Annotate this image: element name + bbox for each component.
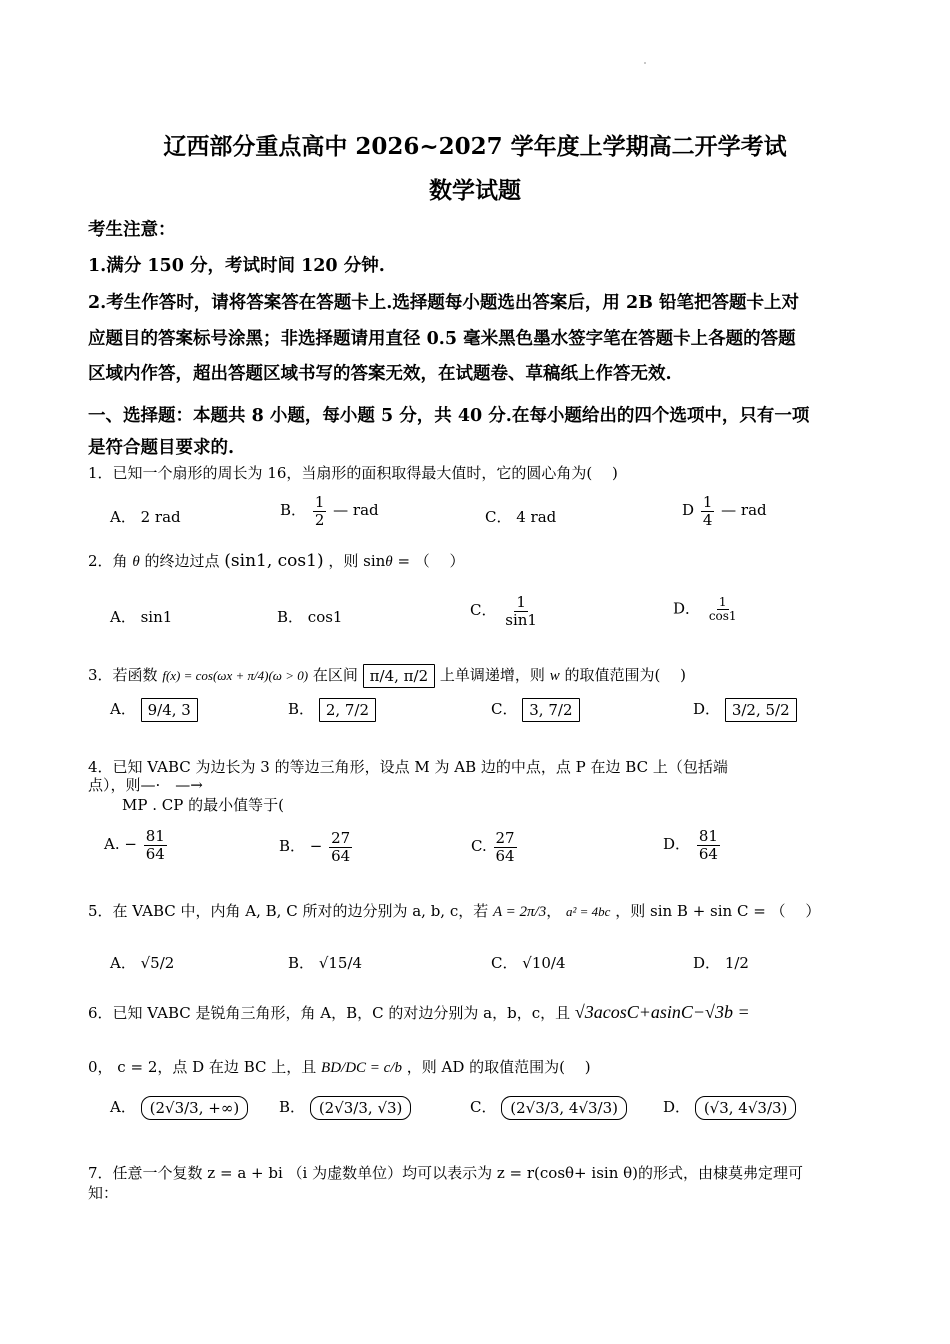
option-label: A． (110, 1098, 136, 1116)
option-label: C． (491, 700, 518, 718)
question-6-line-2 (88, 1056, 591, 1077)
theta-symbol: θ (385, 554, 393, 570)
question-4-option-d (663, 828, 722, 862)
option-value: √10/4 (522, 954, 566, 972)
question-2-option-b: B． cos1 (277, 608, 343, 626)
option-label: A. (104, 835, 120, 853)
question-2-option-a: A． sin1 (110, 608, 173, 626)
notice-item-2-line-3: 区域内作答，超出答题区域书写的答案无效，在试题卷、草稿纸上作答无效. (88, 364, 672, 384)
question-3-option-d (693, 698, 797, 722)
stem-text: 的取值范围为( ) (564, 666, 686, 684)
function-expression: f(x) = cos(ωx + π/4)(ω > 0) (162, 668, 309, 683)
stem-text: 的终边过点 (144, 552, 220, 570)
question-5-option-d (693, 952, 749, 973)
stem-text: ，则 sin (328, 552, 386, 570)
stem-text: 3．若函数 (88, 666, 158, 684)
option-value: √5/2 (140, 954, 175, 972)
interval-bracket: 2, 7/2 (319, 698, 376, 722)
option-label: D． (693, 954, 721, 972)
question-7-line-2: 知： (88, 1184, 119, 1202)
denominator: 64 (331, 846, 351, 865)
question-3-option-a (110, 698, 198, 722)
notice-heading: 考生注意： (88, 220, 176, 240)
denominator: 64 (145, 844, 165, 863)
numerator: 1 (516, 593, 526, 611)
fraction (697, 828, 720, 862)
question-3-stem (88, 664, 686, 688)
numerator: 1 (702, 493, 713, 511)
numerator: 27 (495, 829, 515, 847)
scan-speck (644, 62, 646, 64)
option-label: D (682, 501, 695, 519)
fraction (144, 828, 167, 862)
notice-item-2-line-1: 2.考生作答时，请将答案答在答题卡上.选择题每小题选出答案后，用 2B 铅笔把答题卡上对 (88, 293, 800, 313)
option-label: C． (470, 601, 497, 619)
question-4-line-1: 4．已知 VABC 为边长为 3 的等边三角形，设点 M 为 AB 边的中点，点 P 在边 BC 上（包括端 (88, 758, 728, 776)
section-heading-line-2: 是符合题目要求的. (88, 438, 235, 458)
stem-text: 6．已知 VABC 是锐角三角形，角 A，B，C 的对边分别为 a，b，c，且 (88, 1004, 571, 1022)
option-label: B． (279, 1098, 306, 1116)
unit: — rad (721, 501, 767, 519)
numerator: 27 (331, 829, 351, 847)
point-expression: (sin1, cos1) (224, 551, 324, 571)
denominator: 4 (702, 510, 713, 529)
condition-equation: √3acosC+asinC−√3b = (574, 1002, 750, 1022)
fraction (707, 596, 739, 623)
option-label: B． (280, 501, 307, 519)
stem-text: ，则 AD 的取值范围为( ) (406, 1058, 591, 1076)
option-value: √15/4 (318, 954, 363, 972)
question-5-option-a (110, 952, 174, 973)
option-label: D． (693, 700, 721, 718)
numerator: 81 (145, 827, 165, 845)
interval-bracket: 3/2, 5/2 (725, 698, 797, 722)
fraction (494, 830, 517, 864)
stem-text: = （ ） (397, 552, 465, 570)
option-label: C． (491, 954, 518, 972)
question-2-option-c (470, 594, 541, 628)
interval-paren: (2√3/3, 4√3/3) (501, 1096, 627, 1120)
stem-text: 在区间 (312, 666, 358, 684)
question-4-option-c (471, 830, 519, 864)
numerator: 1 (314, 493, 325, 511)
exam-subtitle: 数学试题 (429, 177, 521, 204)
option-label: A． (110, 954, 136, 972)
question-4-line-2: 点），则—· —→ (88, 776, 203, 794)
question-1-option-a: A． 2 rad (110, 508, 181, 526)
numerator: 81 (698, 827, 718, 845)
question-4-option-a: A. − $\frac{81}{64}$ (104, 827, 165, 863)
interval-paren: (2√3/3, √3) (310, 1096, 412, 1120)
question-3-option-c (491, 698, 580, 722)
option-label: D． (663, 1098, 691, 1116)
ratio-expression: BD/DC = c/b (321, 1060, 402, 1076)
option-label: B． (288, 954, 315, 972)
stem-text: 上单调递增，则 (439, 666, 545, 684)
question-5-option-c (491, 952, 566, 973)
question-6-option-b (279, 1096, 411, 1120)
option-label: A． (110, 700, 136, 718)
option-value: 1/2 (724, 954, 749, 972)
fraction (503, 594, 539, 628)
question-6-option-a (110, 1096, 248, 1120)
section-heading-line-1: 一、选择题：本题共 8 小题，每小题 5 分，共 40 分.在每小题给出的四个选项中，只有一项 (88, 406, 810, 426)
denominator: 2 (314, 510, 325, 529)
option-label: B． (288, 700, 315, 718)
denominator: cos1 (708, 609, 737, 624)
stem-text: 0， c = 2，点 D 在边 BC 上，且 (88, 1058, 317, 1076)
interval-bracket: 3, 7/2 (522, 698, 579, 722)
question-7-line-1: 7．任意一个复数 z = a + bi （i 为虚数单位）均可以表示为 z = r(cosθ+ isin θ)的形式，由棣莫弗定理可 (88, 1164, 804, 1182)
question-4-line-3: MP . CP 的最小值等于( (122, 796, 284, 814)
question-2-stem (88, 550, 465, 571)
question-2-option-d (673, 596, 741, 623)
question-4-option-b: B． − $\frac{27}{64}$ (279, 829, 351, 865)
interval-bracket: π/4, π/2 (363, 664, 435, 688)
question-6-line-1 (88, 1002, 750, 1023)
exam-title: 辽西部分重点高中 2026~2027 学年度上学期高二开学考试 (163, 133, 787, 160)
option-label: C. (471, 837, 487, 855)
interval-paren: (2√3/3, +∞) (141, 1096, 249, 1120)
denominator: sin1 (505, 610, 537, 629)
option-label: C． (470, 1098, 497, 1116)
condition-b: a² = 4bc (566, 904, 611, 919)
notice-item-2-line-2: 应题目的答案标号涂黑；非选择题请用直径 0.5 毫米黑色墨水签字笔在答题卡上各题的答题 (88, 329, 796, 349)
denominator: 64 (698, 844, 718, 863)
w-symbol: w (549, 668, 560, 684)
fraction (329, 830, 352, 864)
question-5-stem: 5．在 VABC 中，内角 A, B, C 所对的边分别为 a, b, c，若 A = 2π/3， a² = 4bc ，则 sin B + sin C = （ ） (88, 902, 821, 920)
theta-symbol: θ (132, 554, 140, 570)
question-5-option-b (288, 952, 362, 973)
question-1-option-d (682, 494, 767, 528)
question-1-option-c: C． 4 rad (485, 508, 557, 526)
unit: — rad (333, 501, 379, 519)
option-label: B． (279, 837, 306, 855)
interval-bracket: 9/4, 3 (141, 698, 198, 722)
fraction (701, 494, 715, 528)
stem-text: 2．角 (88, 552, 128, 570)
stem-text: 5．在 VABC 中，内角 A, B, C 所对的边分别为 a, b, c，若 (88, 902, 489, 920)
option-label: D． (673, 599, 701, 618)
question-1-option-b (280, 494, 379, 528)
option-label: D． (663, 835, 691, 853)
interval-paren: (√3, 4√3/3) (695, 1096, 797, 1120)
question-3-option-b (288, 698, 376, 722)
denominator: 64 (495, 846, 515, 865)
numerator: 1 (718, 595, 727, 609)
stem-text: ，则 sin B + sin C = （ ） (615, 902, 821, 920)
question-6-option-c (470, 1096, 627, 1120)
question-1-stem: 1．已知一个扇形的周长为 16，当扇形的面积取得最大值时，它的圆心角为( ) (88, 464, 618, 482)
condition-a: A = 2π/3 (493, 904, 547, 920)
notice-item-1: 1.满分 150 分，考试时间 120 分钟. (88, 256, 385, 276)
question-6-option-d (663, 1096, 796, 1120)
fraction (313, 494, 327, 528)
